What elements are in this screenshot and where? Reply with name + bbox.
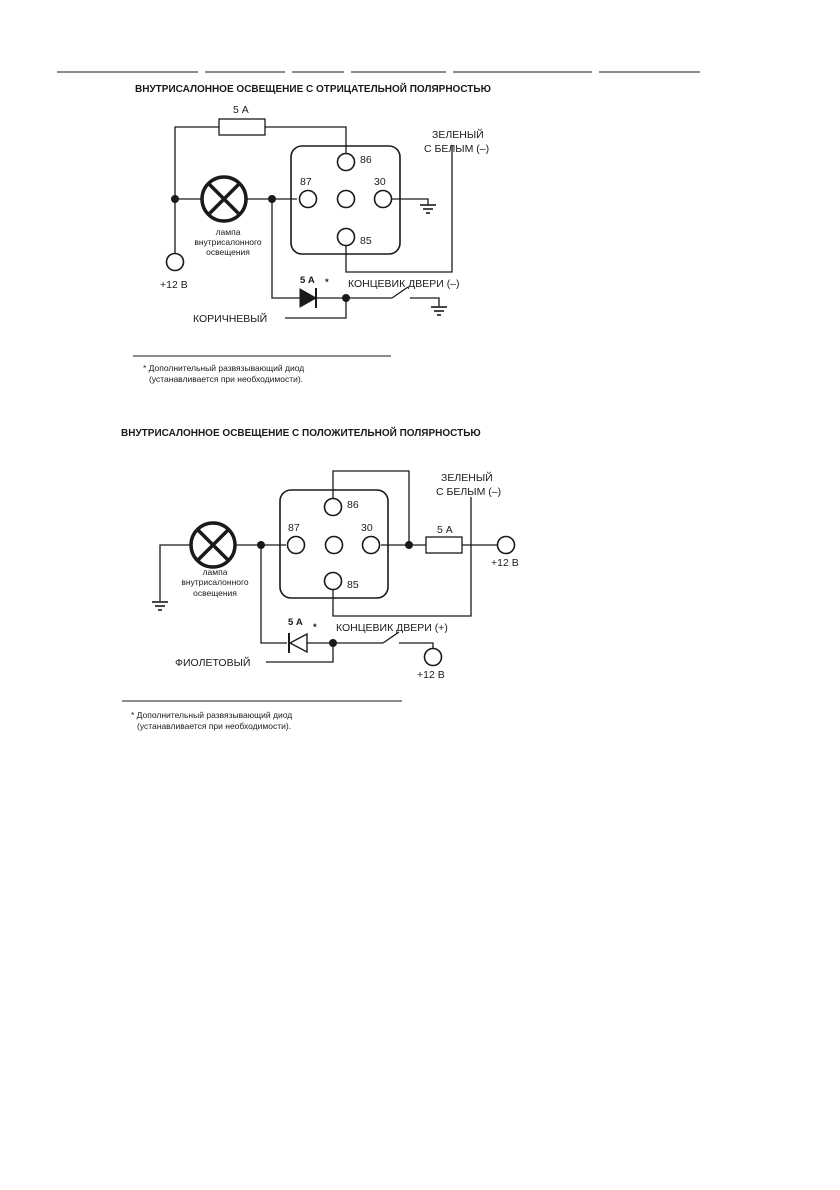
wire-switch-ground	[410, 298, 439, 307]
relay-pin-85	[338, 229, 355, 246]
fuse-label: 5 А	[233, 104, 249, 116]
door-switch-label: КОНЦЕВИК ДВЕРИ (–)	[348, 278, 460, 290]
lamp-icon	[202, 177, 246, 221]
footnote-line-2: (устанавливается при необходимости).	[137, 721, 292, 731]
junction-dot	[171, 195, 179, 203]
relay-pin-87	[300, 191, 317, 208]
wire-green-label-1: ЗЕЛЕНЫЙ	[432, 129, 484, 141]
diode-icon	[289, 633, 307, 653]
pin-label-30: 30	[374, 176, 386, 188]
diode-star: *	[325, 277, 329, 288]
lamp-label-2: внутрисалонного	[194, 237, 262, 247]
wire-to-diode	[272, 199, 300, 298]
wire-green-label-1: ЗЕЛЕНЫЙ	[441, 472, 493, 484]
diode-star: *	[313, 622, 317, 633]
pin-label-87: 87	[300, 176, 312, 188]
pin-label-30: 30	[361, 522, 373, 534]
power-label-bottom: +12 В	[417, 669, 445, 681]
wire-violet-label: ФИОЛЕТОВЫЙ	[175, 657, 251, 669]
relay-pin-30	[363, 537, 380, 554]
fuse-icon	[219, 119, 265, 135]
power-terminal-icon	[425, 649, 442, 666]
footnote-line-2: (устанавливается при необходимости).	[149, 374, 304, 384]
pin-label-87: 87	[288, 522, 300, 534]
power-label: +12 В	[160, 279, 188, 291]
diagram-positive-polarity	[121, 426, 519, 731]
power-terminal-icon	[498, 537, 515, 554]
lamp-label-2: внутрисалонного	[181, 577, 249, 587]
lamp-label-1: лампа	[215, 227, 241, 237]
relay-pin-30	[375, 191, 392, 208]
diode-icon	[300, 288, 316, 308]
power-label-right: +12 В	[491, 557, 519, 569]
junction-dot	[405, 541, 413, 549]
relay-pin-86	[325, 499, 342, 516]
lamp-icon	[191, 523, 235, 567]
relay-pin-86	[338, 154, 355, 171]
pin-label-86: 86	[347, 499, 359, 511]
lamp-label-3: освещения	[206, 247, 250, 257]
relay-pin-center	[338, 191, 355, 208]
diode-label: 5 А	[288, 617, 303, 628]
wire-green-label-2: С БЕЛЫМ (–)	[436, 486, 502, 498]
footnote-line-1: * Дополнительный развязывающий диод	[131, 710, 293, 720]
ground-icon	[431, 307, 447, 315]
junction-dot	[268, 195, 276, 203]
diagram1-title: ВНУТРИСАЛОННОЕ ОСВЕЩЕНИЕ С ОТРИЦАТЕЛЬНОЙ ПОЛЯРНОСТЬЮ	[135, 84, 491, 95]
pin-label-85: 85	[360, 235, 372, 247]
wire-fuse-to-86	[265, 127, 346, 153]
lamp-label-1: лампа	[202, 567, 228, 577]
relay-pin-85	[325, 573, 342, 590]
footnote-line-1: * Дополнительный развязывающий диод	[143, 363, 305, 373]
ground-icon	[420, 205, 436, 213]
wire-lamp-ground	[160, 545, 191, 601]
pin-label-86: 86	[360, 154, 372, 166]
relay-pin-center	[326, 537, 343, 554]
junction-dot	[257, 541, 265, 549]
junction-dot	[329, 639, 337, 647]
diagram2-title: ВНУТРИСАЛОННОЕ ОСВЕЩЕНИЕ С ПОЛОЖИТЕЛЬНОЙ ПОЛЯРНОСТЬЮ	[121, 428, 481, 439]
fuse-icon	[426, 537, 462, 553]
diagram-negative-polarity	[133, 82, 491, 384]
relay-pin-87	[288, 537, 305, 554]
diode-label: 5 А	[300, 275, 315, 286]
junction-dot	[342, 294, 350, 302]
wire-switch-12v	[399, 643, 433, 648]
wire-30-ground	[392, 199, 428, 205]
pin-label-85: 85	[347, 579, 359, 591]
fuse-label: 5 А	[437, 524, 453, 536]
ground-icon	[152, 602, 168, 610]
wire-brown-label: КОРИЧНЕВЫЙ	[193, 313, 268, 325]
wire-green-label-2: С БЕЛЫМ (–)	[424, 143, 490, 155]
lamp-label-3: освещения	[193, 588, 237, 598]
door-switch-label: КОНЦЕВИК ДВЕРИ (+)	[336, 622, 448, 634]
power-terminal-icon	[167, 254, 184, 271]
